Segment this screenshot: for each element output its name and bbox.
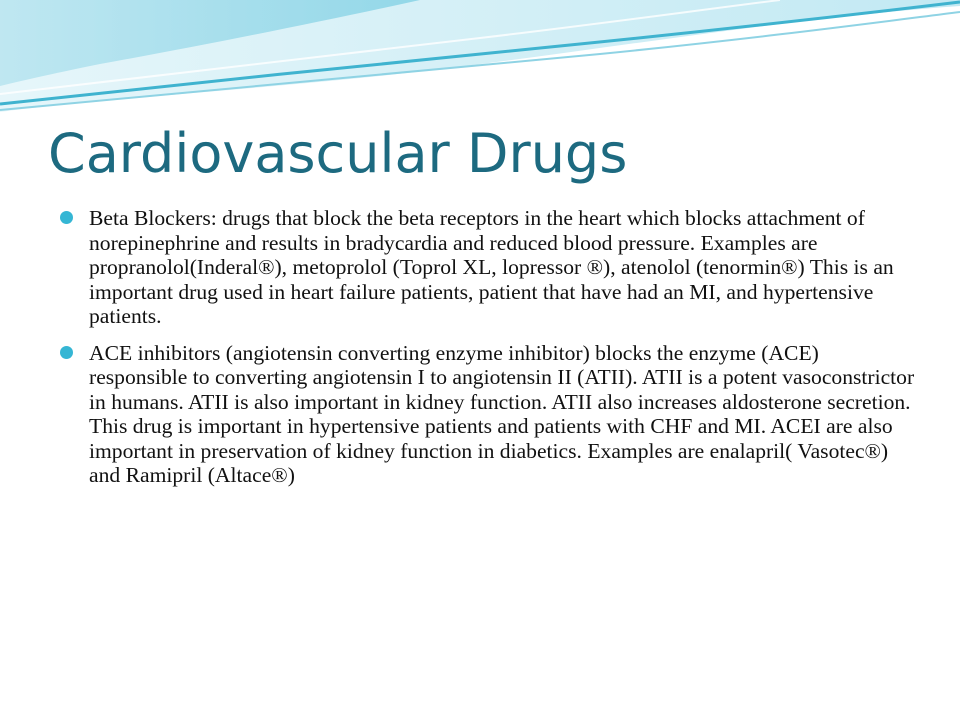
- header-wave-decoration: [0, 0, 960, 130]
- bullet-text: ACE inhibitors (angiotensin converting enzyme inhibitor) blocks the enzyme (ACE) responsible to converting angiotensin I to angiotensin II (ATII). ATII is a potent vasoconstrictor in humans. ATII is also important in kidney function. ATII also increases aldosterone secretion. This drug is important in hypertensive patients and patients with CHF and MI. ACEI are also important in preservation of kidney function in diabetics. Examples are enalapril( Vasotec®) and Ramipril (Altace®): [89, 340, 915, 487]
- bullet-list: [60, 206, 920, 500]
- bullet-dot-icon: [60, 211, 73, 224]
- bullet-item-beta-blockers: [60, 206, 920, 329]
- slide-title: Cardiovascular Drugs: [48, 122, 628, 185]
- bullet-item-ace-inhibitors: [60, 341, 920, 488]
- bullet-dot-icon: [60, 346, 73, 359]
- bullet-text: Beta Blockers: drugs that block the beta receptors in the heart which blocks attachment of norepinephrine and results in bradycardia and reduced blood pressure. Examples are propranolol(Inderal®), metoprolol (Toprol XL, lopressor ®), atenolol (tenormin®) This is an important drug used in heart failure patients, patient that have had an MI, and hypertensive patients.: [89, 206, 894, 328]
